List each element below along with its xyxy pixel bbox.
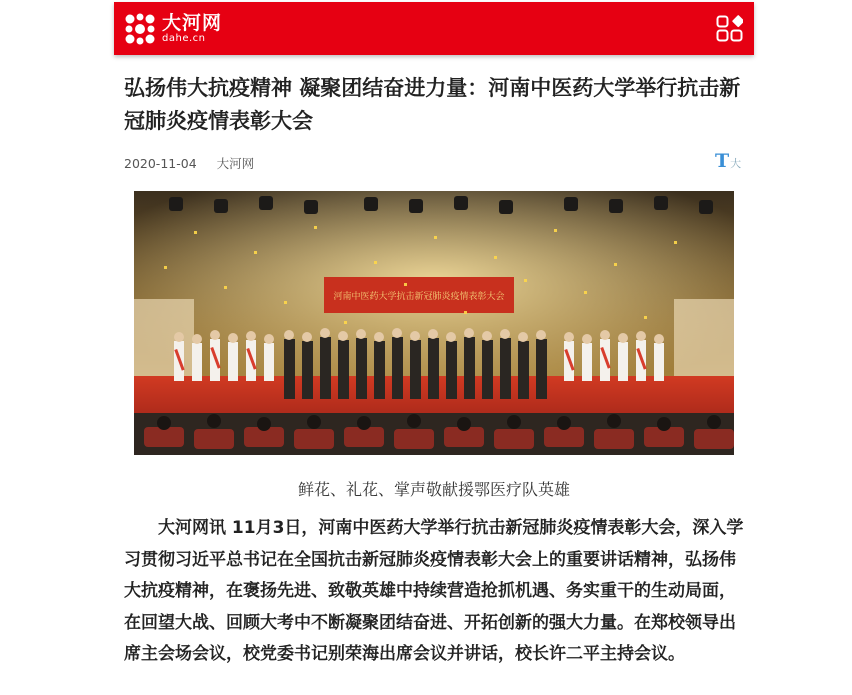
site-logo[interactable] xyxy=(123,12,222,46)
logo-mark-icon xyxy=(123,12,157,46)
logo-text xyxy=(162,14,222,44)
logo-name-cn: 大河网 xyxy=(162,12,223,34)
publish-date: 2020-11-04 xyxy=(124,156,197,171)
article-source: 大河网 xyxy=(216,156,255,171)
logo-name-en: dahe.cn xyxy=(162,33,206,44)
article-title: 弘扬伟大抗疫精神 凝聚团结奋进力量：河南中医药大学举行抗击新冠肺炎疫情表彰大会 xyxy=(124,76,741,133)
font-size-label: 大 xyxy=(730,157,742,170)
menu-button[interactable] xyxy=(716,15,743,42)
stage-banner-text: 河南中医药大学抗击新冠肺炎疫情表彰大会 xyxy=(333,292,505,302)
top-bar xyxy=(114,2,754,55)
grid-menu-icon xyxy=(716,15,743,42)
photo-caption: 鲜花、礼花、掌声敬献援鄂医疗队英雄 xyxy=(297,480,570,499)
article-paragraph: 大河网讯 11月3日，河南中医药大学举行抗击新冠肺炎疫情表彰大会，深入学习贯彻习近平总书记在全国抗击新冠肺炎疫情表彰大会上的重要讲话精神，弘扬伟大抗疫精神，在褒扬先进、致敬英雄中持续营造抢抓机遇、务实重干的生动局面，在回望大战、回顾大考中不断凝聚团结奋进、开拓创新的强大力量。在郑校领导出席主会场会议，校党委书记别荣海出席会议并讲话，校长许二平主持会议。 xyxy=(124,518,744,664)
article-column xyxy=(114,0,754,695)
font-size-toggle[interactable] xyxy=(715,150,741,172)
article-photo xyxy=(134,191,734,455)
font-size-icon: T xyxy=(715,150,730,172)
article-meta xyxy=(124,154,254,172)
ceremony-photo-image xyxy=(134,191,734,455)
